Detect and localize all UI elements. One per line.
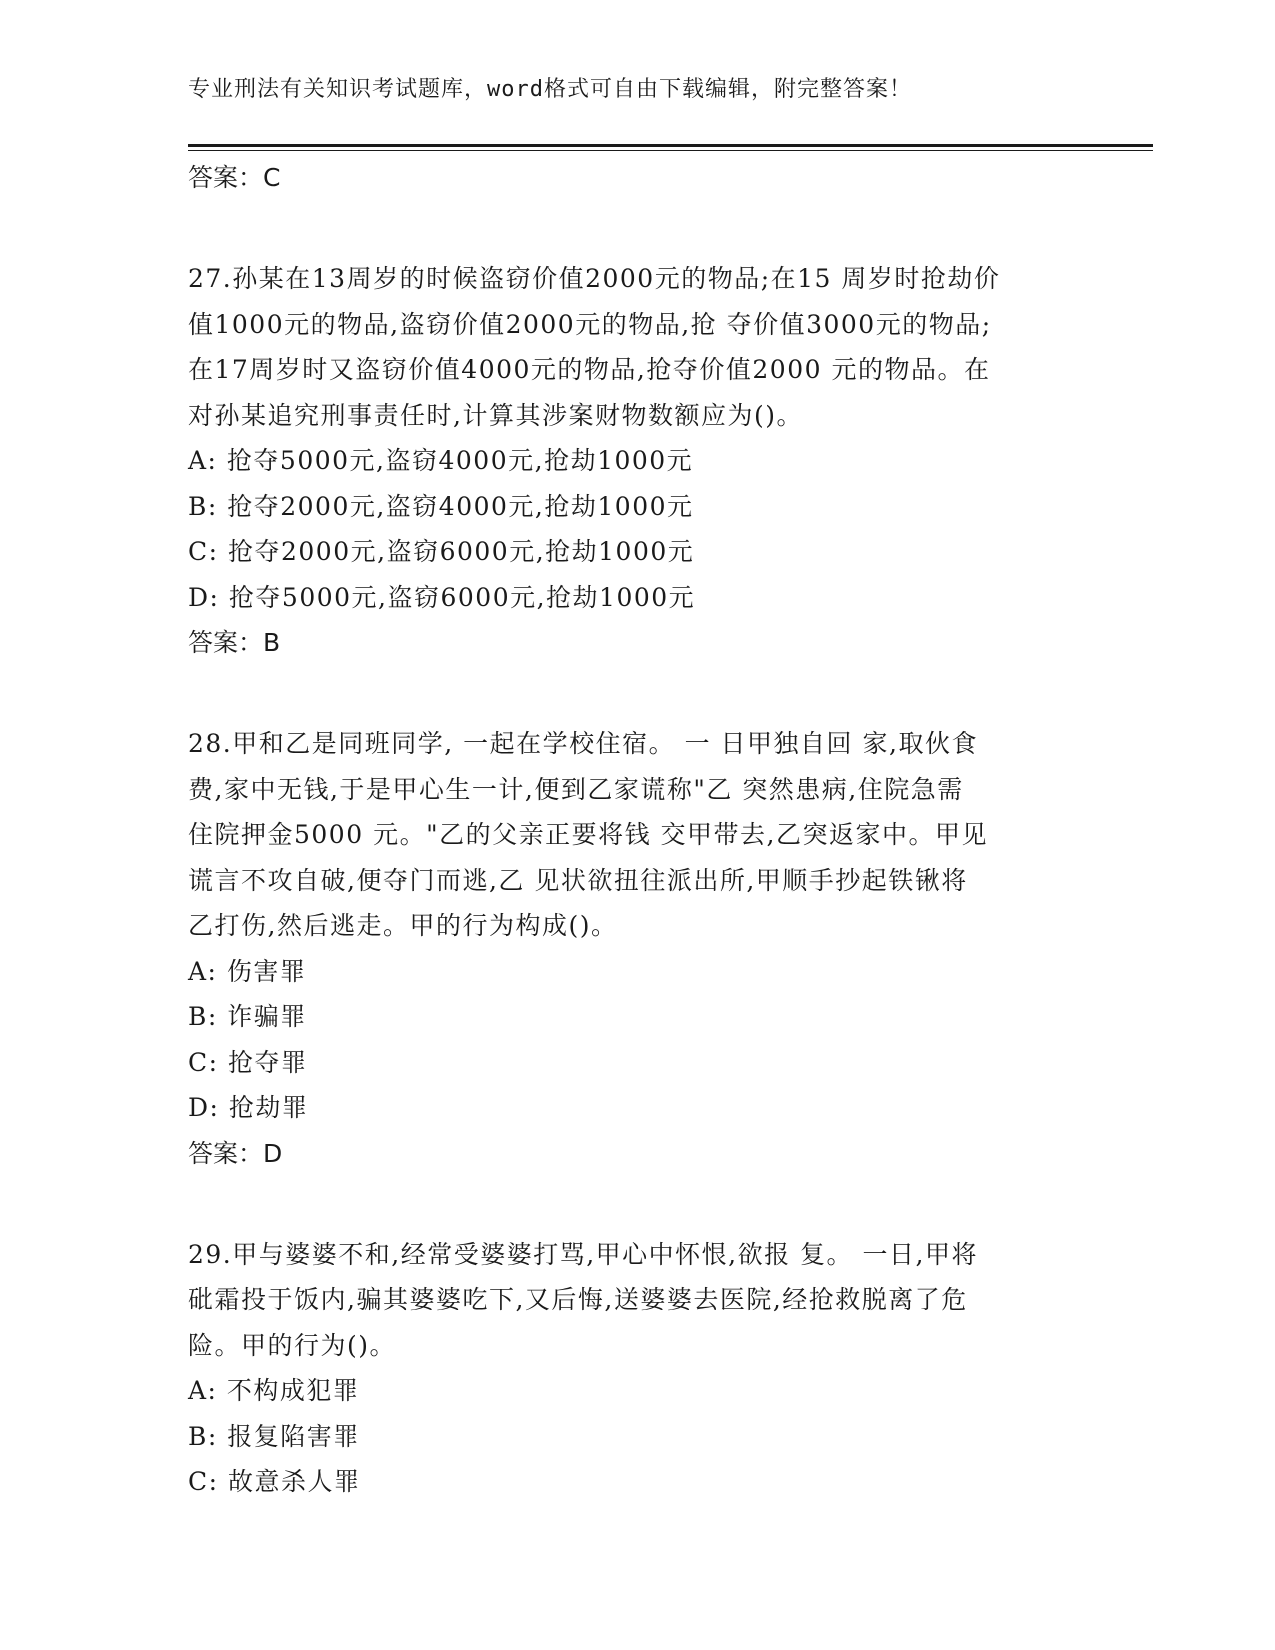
question-28-line: 费,家中无钱,于是甲心生一计,便到乙家谎称"乙 突然患病,住院急需 [188, 774, 964, 804]
question-28-option-c: C: 抢夺罪 [188, 1047, 308, 1077]
question-27-answer: 答案：B [188, 628, 281, 657]
question-27-line: 对孙某追究刑事责任时,计算其涉案财物数额应为()。 [188, 400, 803, 430]
question-29-option-c: C: 故意杀人罪 [188, 1467, 361, 1496]
page-header: 专业刑法有关知识考试题库，word格式可自由下载编辑，附完整答案！ [188, 77, 912, 102]
question-29-line: 29.甲与婆婆不和,经常受婆婆打骂,甲心中怀恨,欲报 复。 一日,甲将 [188, 1239, 978, 1269]
spacer [188, 200, 1088, 256]
question-28 [188, 721, 1088, 1176]
question-28-line: 谎言不攻自破,便夺门而逃,乙 见状欲扭往派出所,甲顺手抄起铁锹将 [188, 865, 968, 895]
question-28-line: 28.甲和乙是同班同学, 一起在学校住宿。 一 日甲独自回 家,取伙食 [188, 729, 978, 758]
question-28-answer: 答案：D [188, 1138, 283, 1168]
answer-line-26: 答案：C [188, 163, 281, 192]
question-27-line: 27.孙某在13周岁的时候盗窃价值2000元的物品;在15 周岁时抢劫价 [188, 264, 1001, 293]
question-29-option-a: A: 不构成犯罪 [188, 1376, 360, 1405]
question-28-line: 乙打伤,然后逃走。甲的行为构成()。 [188, 911, 618, 940]
spacer [188, 1176, 1088, 1232]
question-28-line: 住院押金5000 元。"乙的父亲正要将钱 交甲带去,乙突返家中。甲见 [188, 820, 988, 849]
spacer [188, 665, 1088, 721]
question-29-stem [188, 1232, 1088, 1369]
header-rule-thick [188, 144, 1153, 147]
question-29-option-b: B: 报复陷害罪 [188, 1421, 360, 1451]
question-29-line: 险。甲的行为()。 [188, 1330, 397, 1360]
header-rule-thin [188, 150, 1153, 151]
question-27-option-b: B: 抢夺2000元,盗窃4000元,抢劫1000元 [188, 491, 694, 521]
question-29-line: 砒霜投于饭内,骗其婆婆吃下,又后悔,送婆婆去医院,经抢救脱离了危 [188, 1285, 968, 1314]
question-28-option-d: D: 抢劫罪 [188, 1093, 309, 1122]
question-28-option-b: B: 诈骗罪 [188, 1002, 307, 1031]
question-27-option-a: A: 抢夺5000元,盗窃4000元,抢劫1000元 [188, 446, 694, 475]
question-27-option-d: D: 抢夺5000元,盗窃6000元,抢劫1000元 [188, 582, 696, 612]
question-28-stem [188, 721, 1088, 949]
question-29 [188, 1232, 1088, 1505]
question-27-line: 值1000元的物品,盗窃价值2000元的物品,抢 夺价值3000元的物品; [188, 309, 992, 339]
question-27-line: 在17周岁时又盗窃价值4000元的物品,抢夺价值2000 元的物品。在 [188, 355, 991, 384]
content-body [188, 155, 1088, 1505]
question-27-option-c: C: 抢夺2000元,盗窃6000元,抢劫1000元 [188, 537, 695, 566]
question-28-option-a: A: 伤害罪 [188, 956, 307, 986]
question-27 [188, 256, 1088, 665]
question-27-stem [188, 256, 1088, 438]
